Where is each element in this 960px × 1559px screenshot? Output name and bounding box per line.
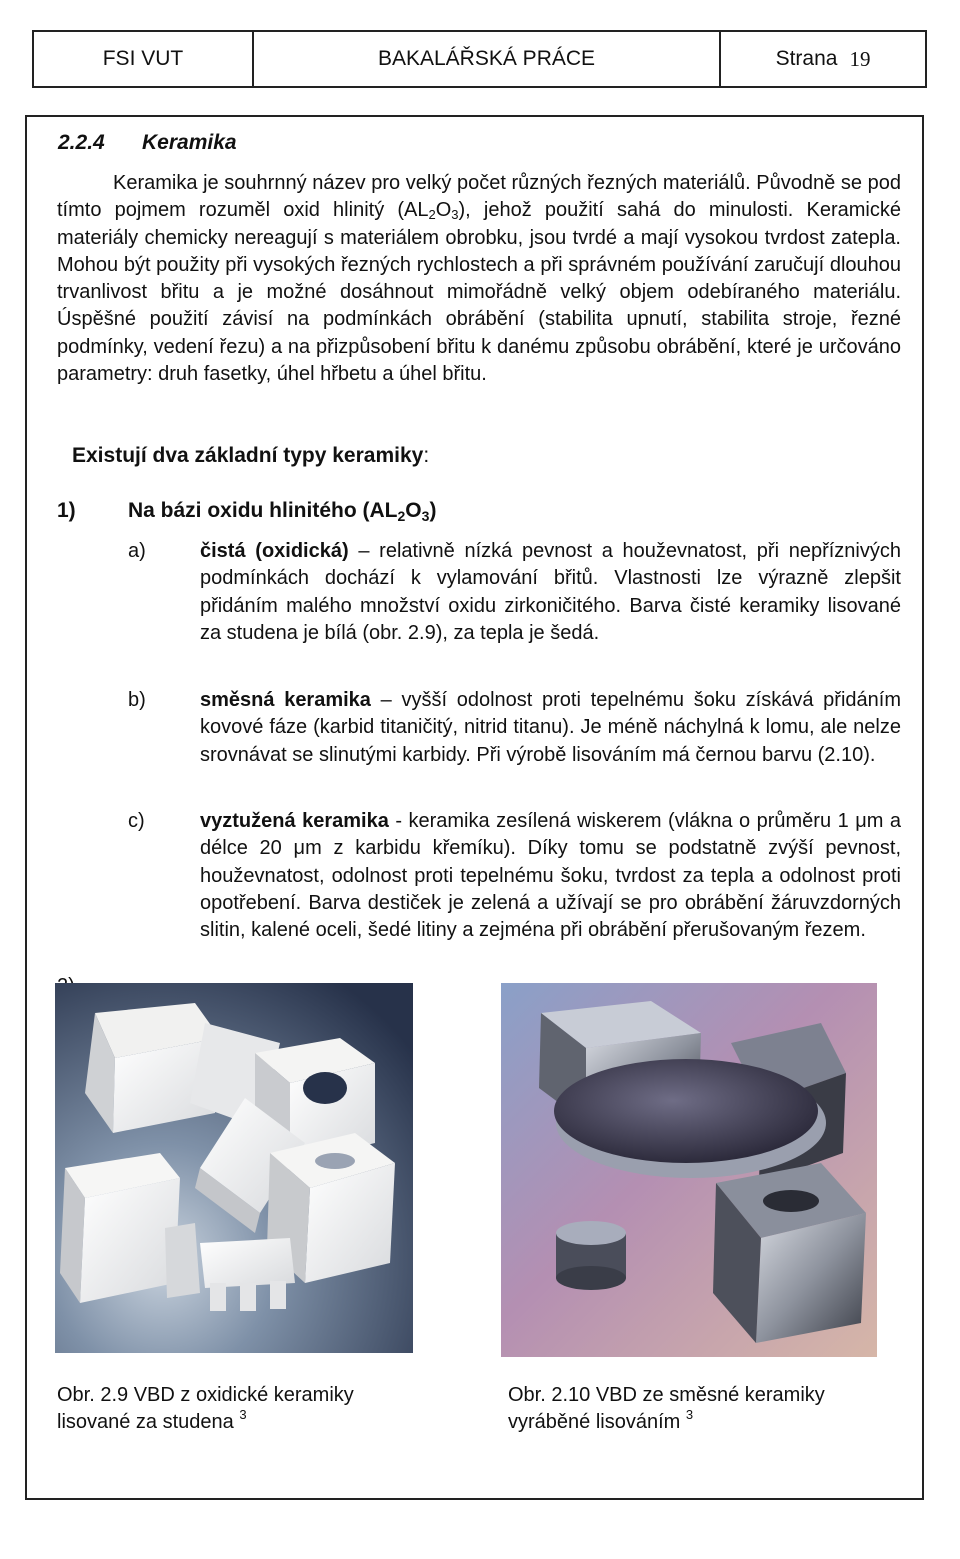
- header-page-number: 19: [849, 46, 871, 71]
- reference-superscript: 3: [239, 1407, 247, 1422]
- subscript: 3: [421, 508, 430, 524]
- section-title: Keramika: [142, 131, 237, 154]
- paragraph-text: ), jehož použití sahá do minulosti. Keramické materiály chemicky nereagují s materiálem obrobku, jsou tvrdé a mají vysokou tvrdost zatepla. Mohou být použity při vysokých řezných rychlostech a při správném používání zaručují dlouhou trvanlivost břitu a je možné dosáhnout mimořádně velký objem odebíraného materiálu. Úspěšné použití závisí na podmínkách obrábění (stabilita upnutí, stabilita stroje, řezné podmínky, vedení řezu) a na přizpůsobení břitu k danému způsobu obrábění, které je určováno parametry: druh fasetky, úhel hřbetu a úhel břitu.: [57, 199, 902, 386]
- oxide-ceramic-photo: [55, 983, 413, 1353]
- type-1-text: ): [429, 499, 437, 522]
- type-1-text: Na bázi oxidu hlinitého (AL: [128, 499, 398, 522]
- reference-superscript: 3: [685, 1407, 694, 1422]
- list-item-label: b): [128, 689, 146, 711]
- subscript: 3: [451, 207, 459, 223]
- figure-mixed-ceramic-inserts: [501, 983, 877, 1357]
- mixed-ceramic-photo: [501, 983, 877, 1357]
- types-intro-colon: :: [423, 444, 430, 467]
- section-number: 2.2.4: [58, 131, 105, 154]
- list-item: [128, 538, 901, 647]
- section-heading: [58, 131, 237, 155]
- caption-line: vyráběné lisováním: [508, 1411, 681, 1433]
- header-page-label: Strana: [775, 47, 838, 70]
- types-intro-text: Existují dva základní typy keramiky: [72, 444, 424, 467]
- list-item-text: – relativně nízká pevnost a houževnatost, při nepříznivých podmínkách dochází k vylamování břitů. Vlastnosti lze výrazně zlepšit přidáním malého množství oxidu zirkoničitého. Barva čisté keramiky lisované za studena je bílá (obr. 2.9), za tepla je šedá.: [200, 540, 901, 644]
- paragraph-text: O: [435, 199, 452, 222]
- figure-oxide-ceramic-inserts: [55, 983, 413, 1353]
- list-item-text: - keramika zesílená wiskerem (vlákna o průměru 1 μm a délce 20 μm z karbidu křemíku). Díky tomu se podstatně zvýší pevnost, houževnatost, odolnost proti tepelnému šoku, tvrdost za tepla a odolnost proti opotřebení. Barva destiček je zelená a užívají se pro obrábění žáruvzdorných slitin, kalené oceli, šedé litiny a zejména při obrábění přerušovaným řezem.: [200, 810, 901, 942]
- caption-line: Obr. 2.10 VBD ze směsné keramiky: [508, 1384, 825, 1406]
- type-1-heading: [57, 499, 436, 523]
- list-item-term: čistá (oxidická): [200, 540, 349, 562]
- header-page: [721, 32, 925, 86]
- header-institution: FSI VUT: [34, 32, 254, 86]
- paragraph-text: Keramika je souhrnný název pro velký počet různých řezných materiálů. Původně se pod tímto pojmem rozuměl oxid hlinitý (AL: [57, 172, 901, 222]
- header-document-type: BAKALÁŘSKÁ PRÁCE: [254, 32, 721, 86]
- figure-caption: [508, 1382, 825, 1436]
- list-item-label: a): [128, 540, 146, 562]
- type-1-text: O: [405, 499, 422, 522]
- list-item: [128, 808, 901, 944]
- type-1-number: 1): [57, 499, 76, 522]
- caption-line: Obr. 2.9 VBD z oxidické keramiky: [57, 1384, 354, 1406]
- list-item-term: vyztužená keramika: [200, 810, 389, 832]
- list-item-term: směsná keramika: [200, 689, 371, 711]
- intro-paragraph: [57, 170, 901, 388]
- types-intro: [72, 444, 429, 468]
- list-item: [128, 687, 901, 769]
- list-item-label: c): [128, 810, 145, 832]
- subscript: 2: [428, 207, 436, 223]
- page-header: [32, 30, 927, 88]
- list-item-text: – vyšší odolnost proti tepelnému šoku získává přidáním kovové fáze (karbid titaničitý, nitrid titanu). Je méně náchylná k lomu, ale nelze srovnávat se slinutými karbidy. Při výrobě lisováním má černou barvu (2.10).: [200, 689, 901, 766]
- caption-line: lisované za studena: [57, 1411, 234, 1433]
- figure-caption: [57, 1382, 354, 1436]
- subscript: 2: [397, 508, 406, 524]
